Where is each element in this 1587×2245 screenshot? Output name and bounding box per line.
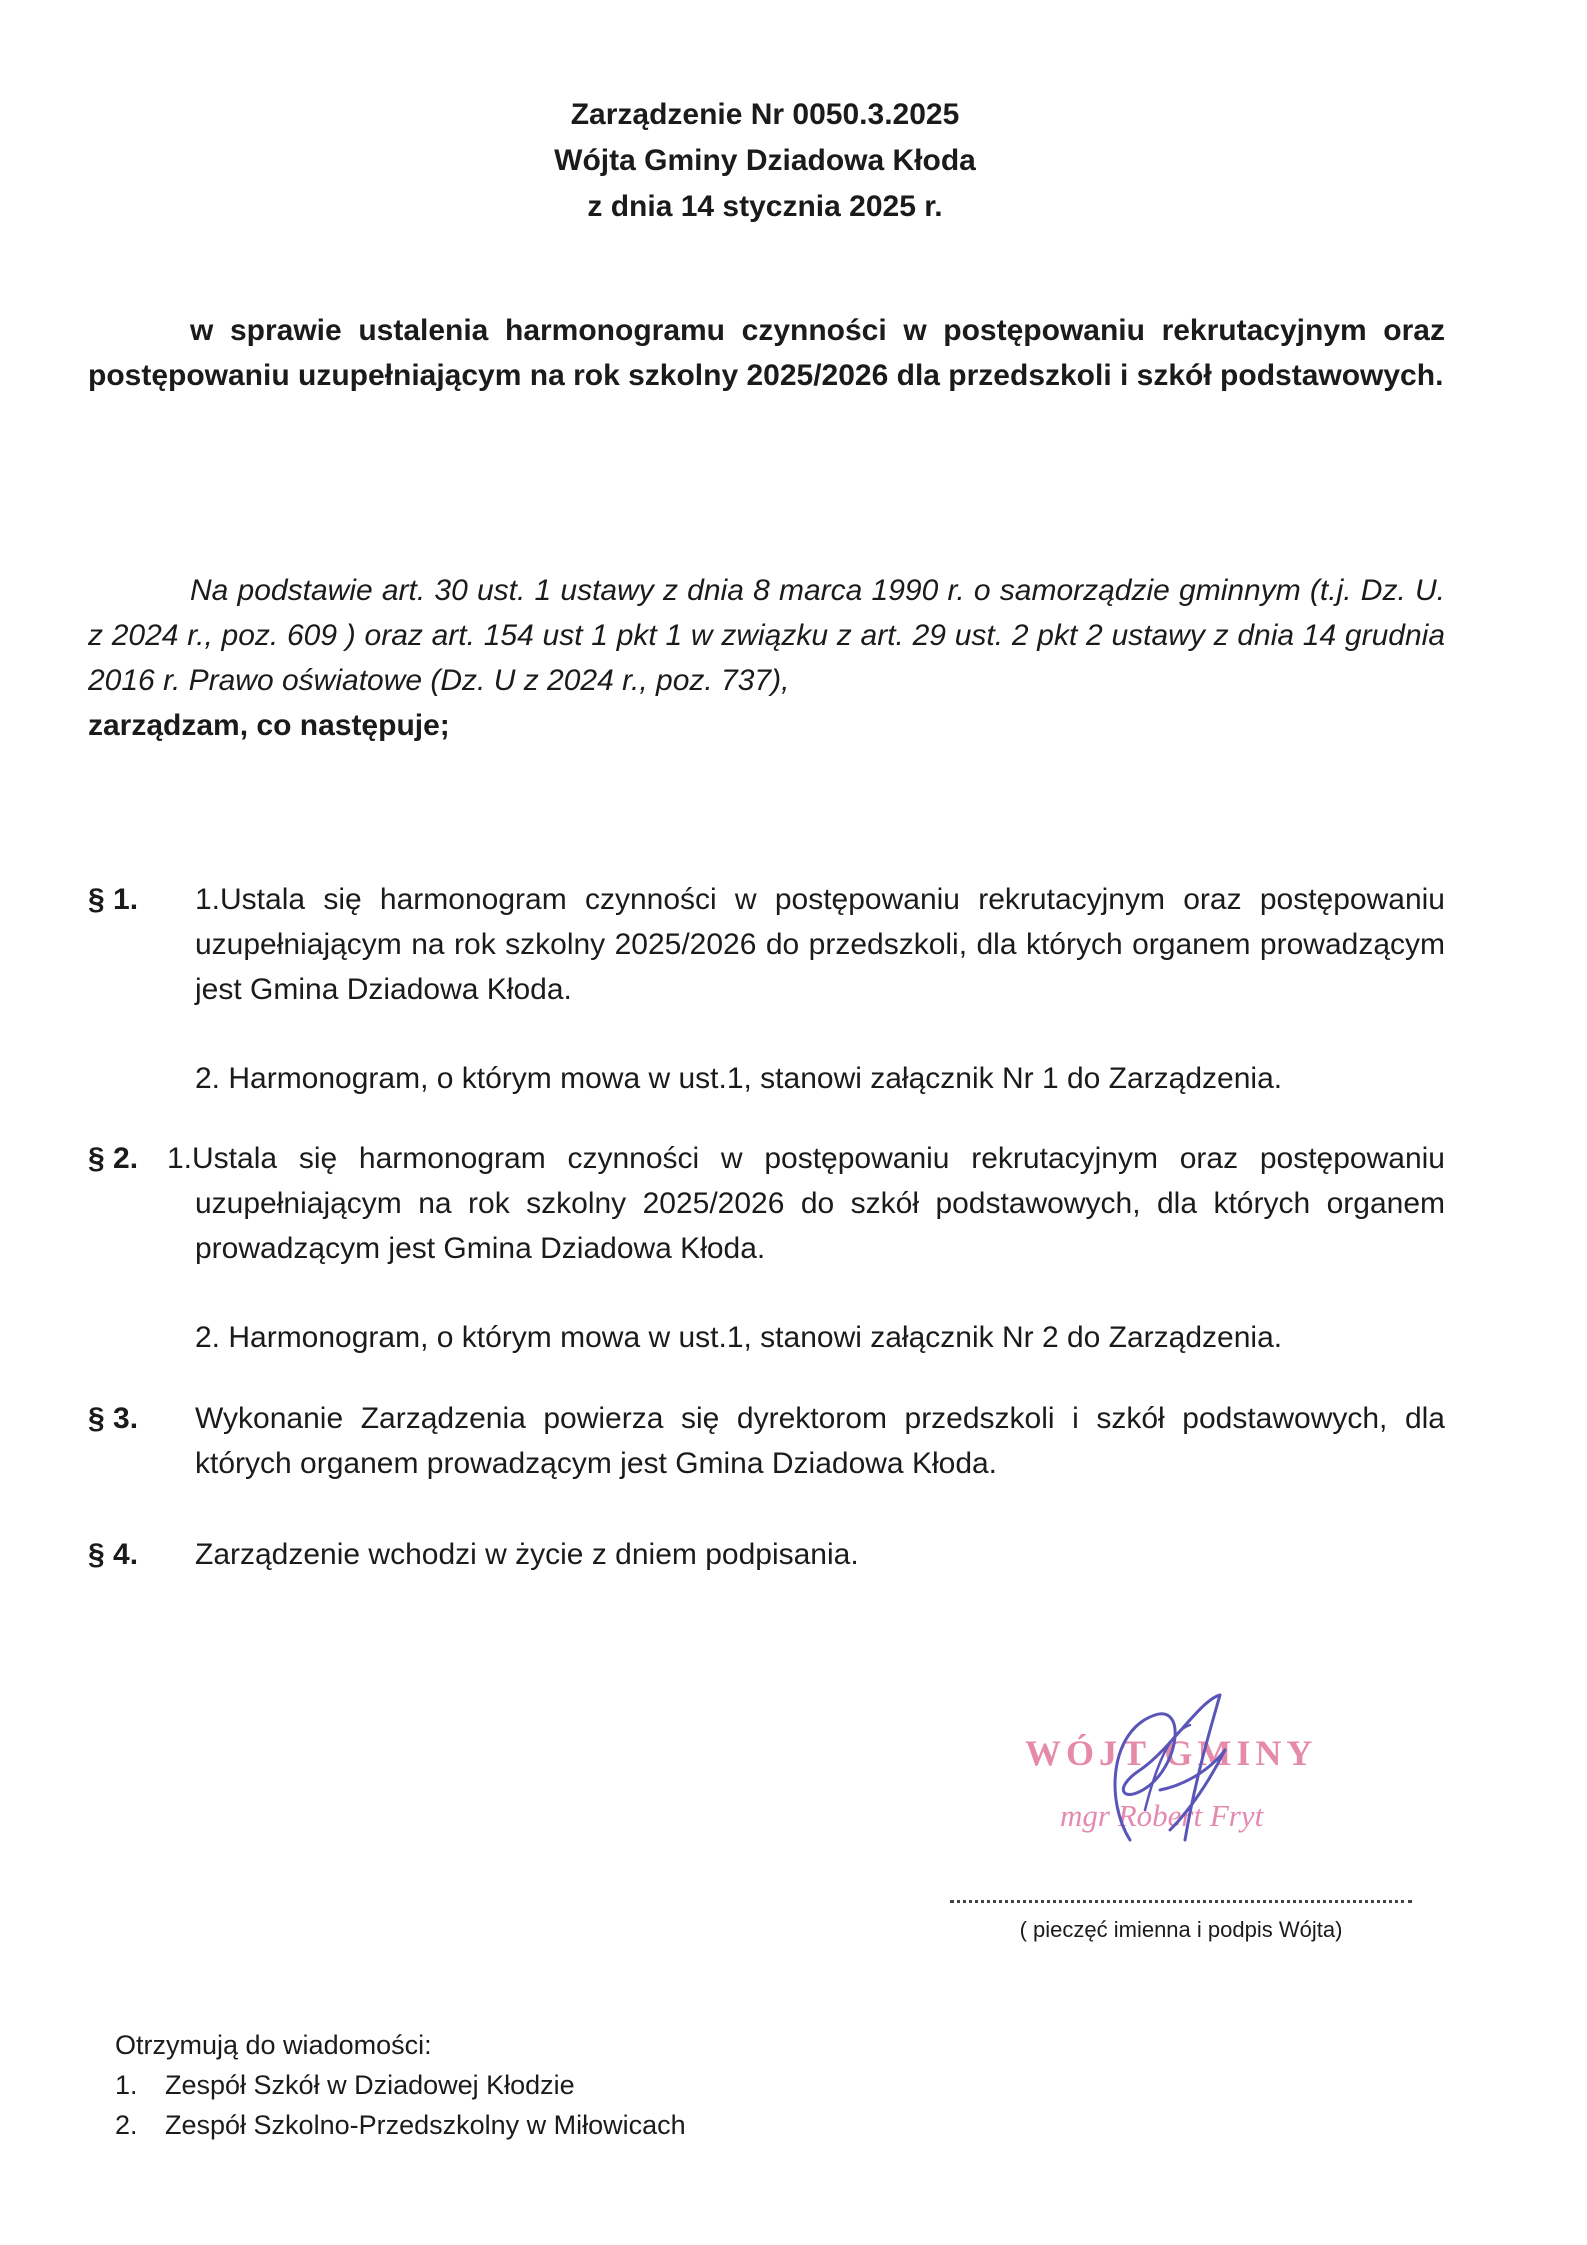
issue-date: z dnia 14 stycznia 2025 r.: [587, 190, 943, 223]
list-item-number: 2.: [115, 2110, 138, 2140]
paragraph-text: 1.Ustala się harmonogram czynności w postępowaniu rekrutacyjnym oraz postępowaniu uzupełniającym na rok szkolny 2025/2026 do szkół podstawowych, dla których organem prowadzącym jest Gmina Dziadowa Kłoda.: [167, 1142, 1445, 1265]
recipients-section: [115, 2025, 686, 2145]
list-item: [115, 2105, 686, 2145]
stamp-title: WÓJT GMINY: [1025, 1733, 1318, 1773]
recipients-heading: Otrzymują do wiadomości:: [115, 2030, 432, 2060]
legal-basis-text: Na podstawie art. 30 ust. 1 ustawy z dnia 8 marca 1990 r. o samorządzie gminnym (t.j. Dz. U. z 2024 r., poz. 609 ) oraz art. 154 ust 1 pkt 1 w związku z art. 29 ust. 2 pkt 2 ustawy z dnia 14 grudnia 2016 r. Prawo oświatowe (Dz. U z 2024 r., poz. 737),: [88, 574, 1445, 697]
legal-basis-conclusion: zarządzam, co następuje;: [88, 709, 450, 742]
signature-caption: ( pieczęć imienna i podpis Wójta): [1019, 1917, 1343, 1942]
list-item: [115, 2065, 686, 2105]
paragraph-symbol: § 1.: [88, 883, 139, 916]
list-item-text: Zespół Szkół w Dziadowej Kłodzie: [165, 2070, 575, 2100]
list-item-text: Zespół Szkolno-Przedszkolny w Miłowicach: [165, 2110, 686, 2140]
signature-line: [950, 1900, 1412, 1903]
paragraph-subpoint: 2. Harmonogram, o którym mowa w ust.1, stanowi załącznik Nr 2 do Zarządzenia.: [195, 1321, 1283, 1354]
paragraph-symbol: § 2.: [88, 1142, 139, 1175]
legal-basis: [88, 568, 1445, 748]
ordinance-number: Zarządzenie Nr 0050.3.2025: [570, 98, 960, 131]
official-stamp-and-signature: [1010, 1690, 1400, 1860]
handwritten-signature: [1010, 1690, 1400, 1860]
recipients-list: [115, 2065, 686, 2145]
paragraph-2: [88, 1136, 1445, 1360]
paragraph-text: Wykonanie Zarządzenia powierza się dyrektorom przedszkoli i szkół podstawowych, dla których organem prowadzącym jest Gmina Dziadowa Kłoda.: [195, 1402, 1445, 1480]
paragraph-symbol: § 3.: [88, 1402, 139, 1435]
paragraph-text: 1.Ustala się harmonogram czynności w postępowaniu rekrutacyjnym oraz postępowaniu uzupełniającym na rok szkolny 2025/2026 do przedszkoli, dla których organem prowadzącym jest Gmina Dziadowa Kłoda.: [195, 883, 1445, 1006]
stamp-name: mgr Robert Fryt: [1060, 1798, 1264, 1833]
ordinance-subject: w sprawie ustalenia harmonogramu czynności w postępowaniu rekrutacyjnym oraz postępowaniu uzupełniającym na rok szkolny 2025/2026 dla przedszkoli i szkół podstawowych.: [88, 314, 1445, 392]
document-header: [0, 92, 1530, 230]
issuer: Wójta Gminy Dziadowa Kłoda: [554, 144, 976, 177]
paragraph-1: [88, 877, 1445, 1101]
paragraph-3: [88, 1396, 1445, 1486]
paragraph-symbol: § 4.: [88, 1538, 139, 1571]
paragraph-4: [88, 1532, 1445, 1577]
paragraph-subpoint: 2. Harmonogram, o którym mowa w ust.1, stanowi załącznik Nr 1 do Zarządzenia.: [195, 1062, 1283, 1095]
paragraph-text: Zarządzenie wchodzi w życie z dniem podpisania.: [195, 1538, 859, 1571]
list-item-number: 1.: [115, 2070, 138, 2100]
